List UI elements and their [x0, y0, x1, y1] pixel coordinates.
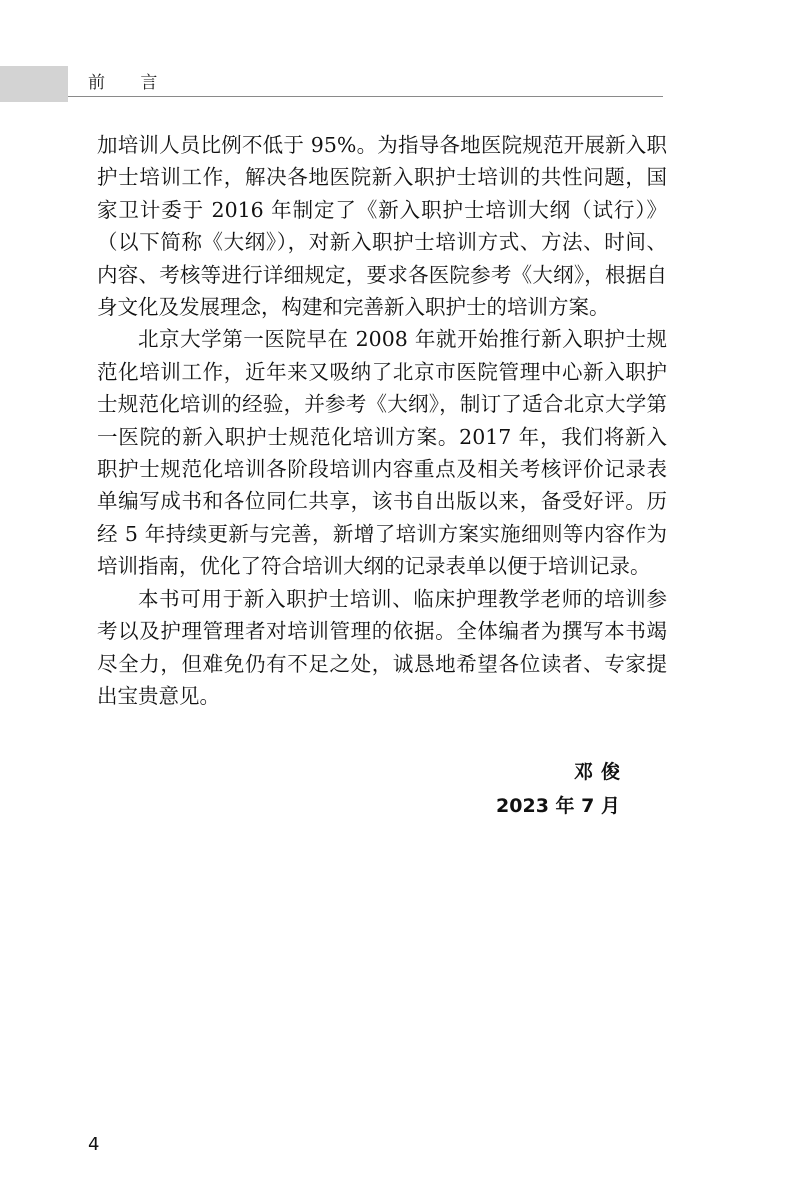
paragraph-continuation: 加培训人员比例不低于 95%。为指导各地医院规范开展新入职护士培训工作，解决各地医院新入职护士培训的共性问题，国家卫计委于 2016 年制定了《新入职护士培训大纲（试行）》（以下简称《大纲》），对新入职护士培训方式、方法、时间、内容、考核等进行详细规定，要求各医院参考《大纲》，根据自身文化及发展理念，构建和完善新入职护士的培训方案。: [97, 133, 667, 320]
header-divider: [68, 96, 663, 97]
paragraph-book-purpose: 本书可用于新入职护士培训、临床护理教学老师的培训参考以及护理管理者对培训管理的依据。全体编者为撰写本书竭尽全力，但难免仍有不足之处，诚恳地希望各位读者、专家提出宝贵意见。: [97, 586, 667, 708]
signature-block: [496, 757, 628, 821]
header-tab-block: [0, 66, 68, 102]
signature-date: 2023 年 7 月: [496, 795, 620, 817]
paragraph-training-history: 北京大学第一医院早在 2008 年就开始推行新入职护士规范化培训工作，近年来又吸纳了北京市医院管理中心新入职护士规范化培训的经验，并参考《大纲》，制订了适合北京大学第一医院的新入职护士规范化培训方案。2017 年，我们将新入职护士规范化培训各阶段培训内容重点及相关考核评价记录表单编写成书和各位同仁共享，该书自出版以来，备受好评。历经 5 年持续更新与完善，新增了培训方案实施细则等内容作为培训指南，优化了符合培训大纲的记录表单以便于培训记录。: [97, 327, 667, 579]
page-header-title: 前 言: [88, 73, 159, 93]
author-name: 邓俊: [573, 761, 628, 783]
preface-body: [97, 129, 667, 712]
page-number: 4: [88, 1134, 100, 1155]
